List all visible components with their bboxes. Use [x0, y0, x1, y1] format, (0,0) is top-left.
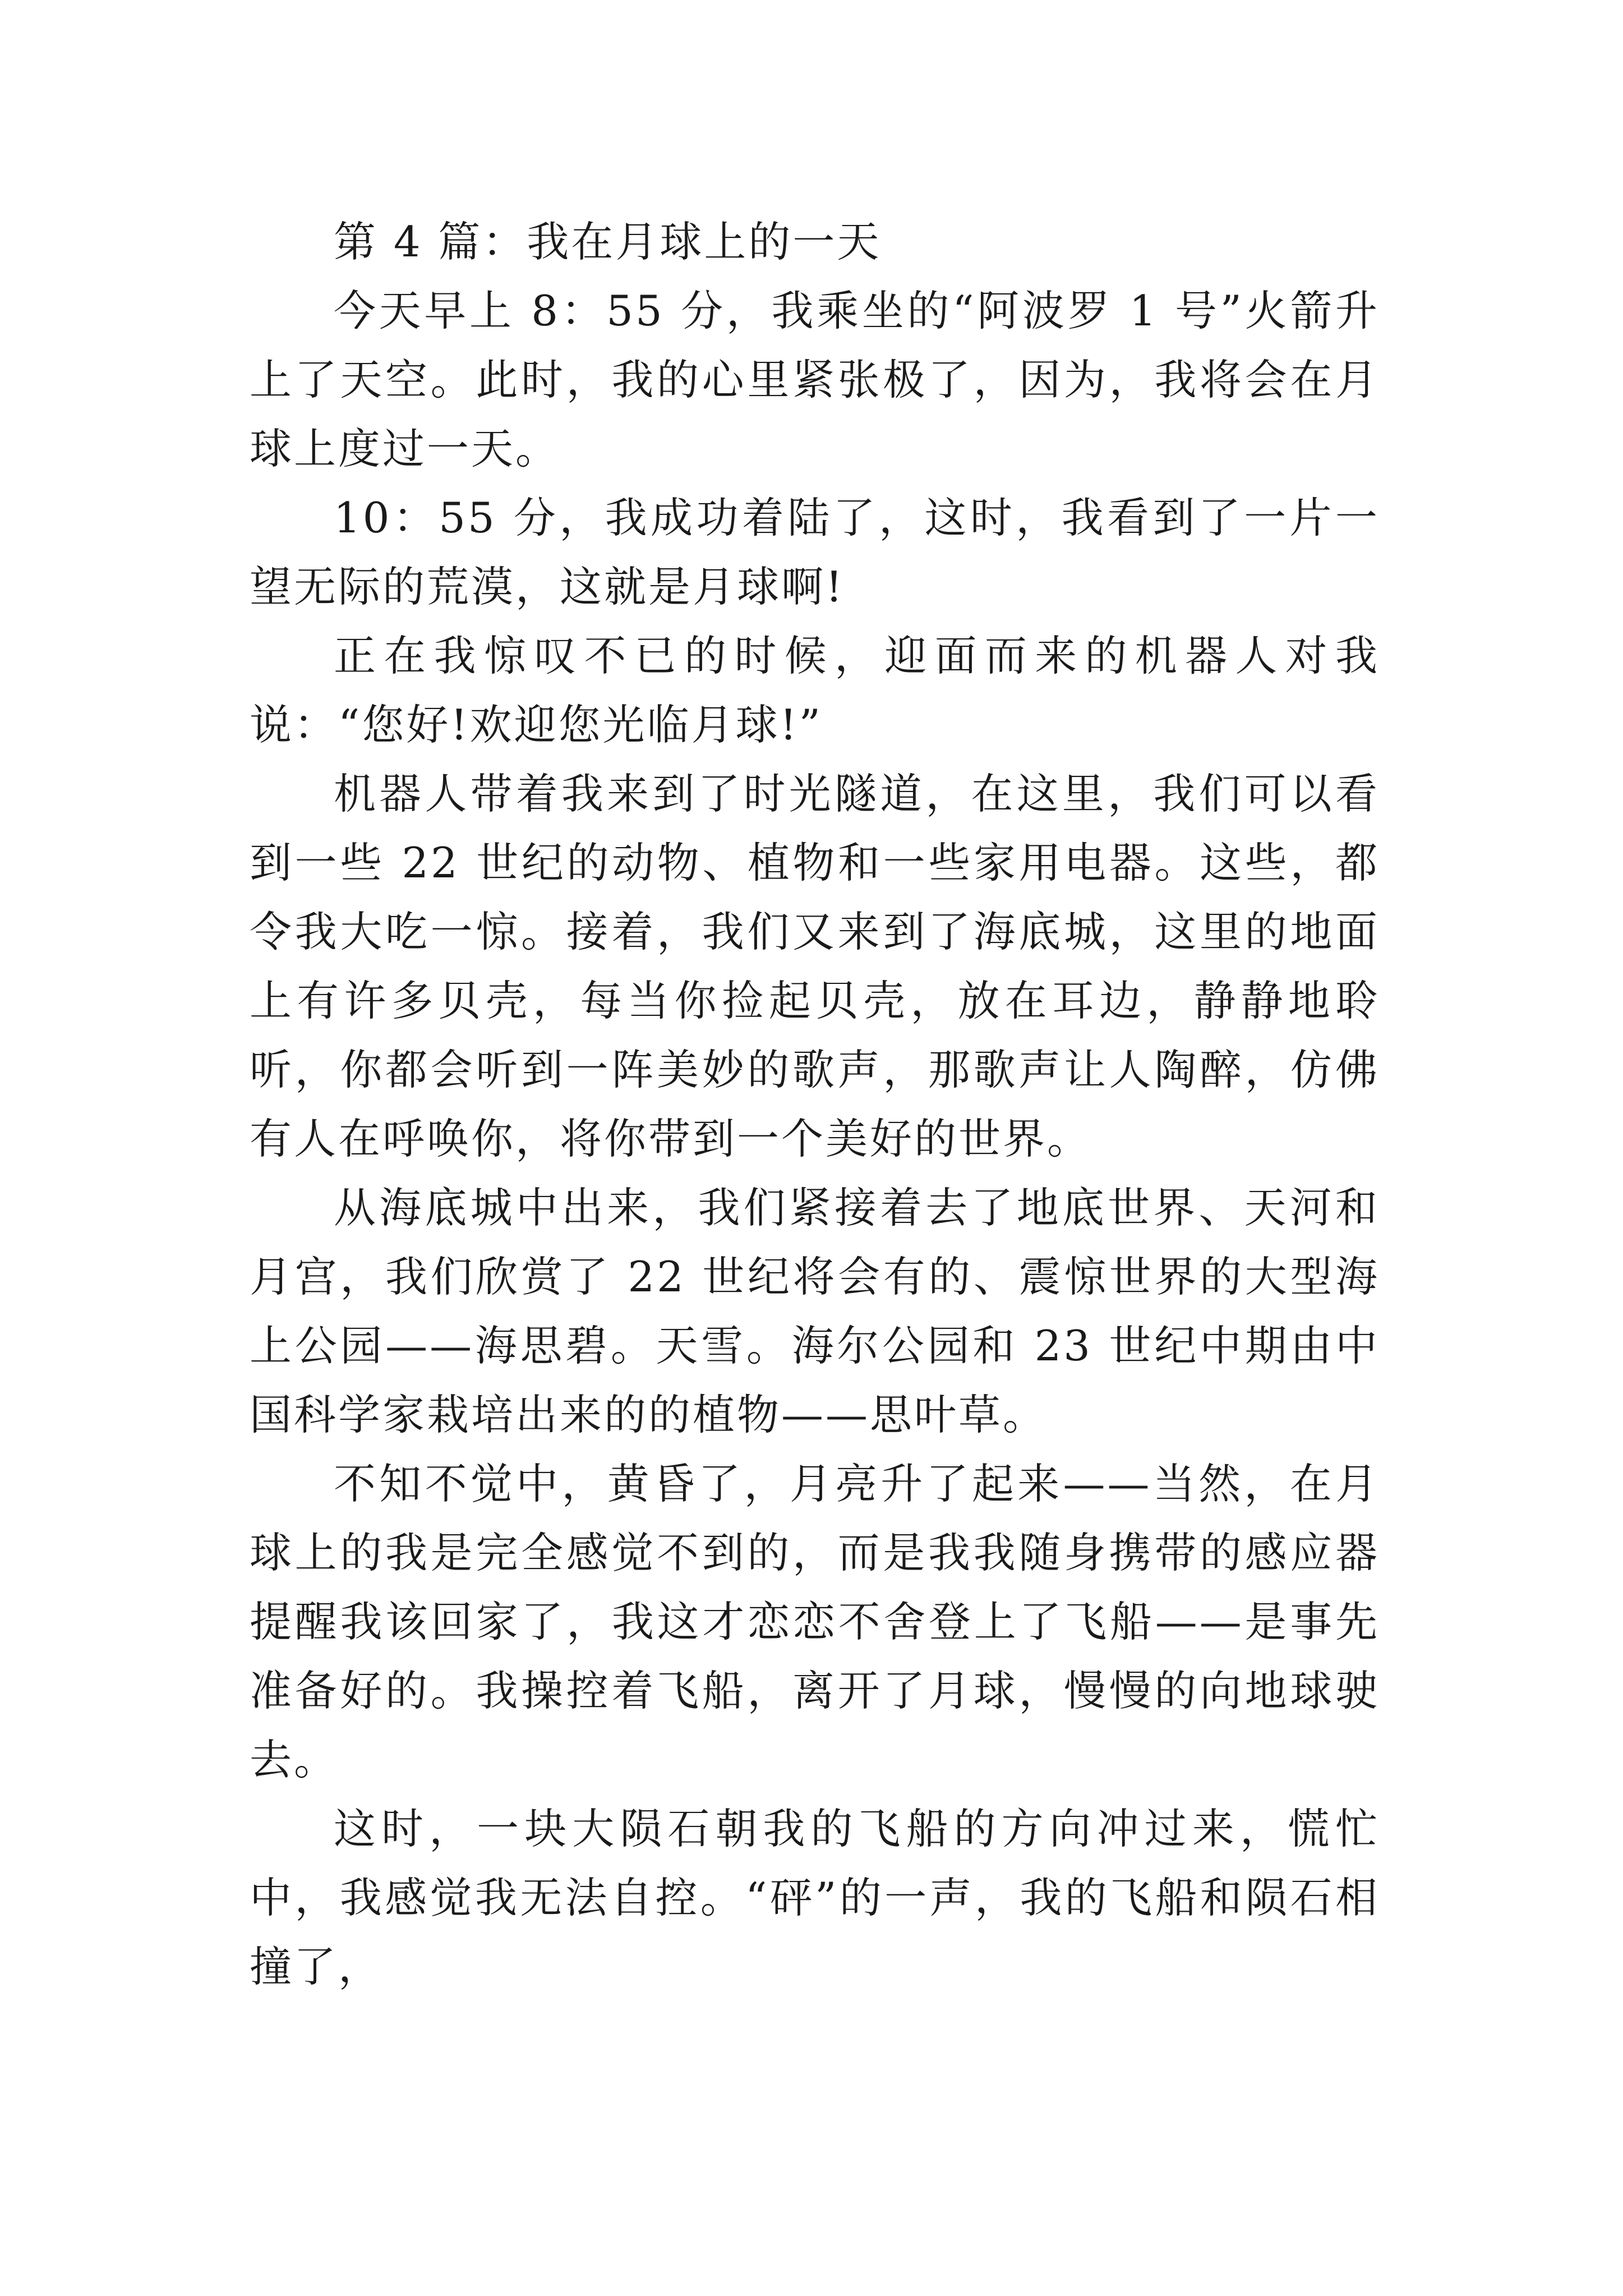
- paragraph: 从海底城中出来，我们紧接着去了地底世界、天河和月宫，我们欣赏了 22 世纪将会有的、震惊世界的大型海上公园——海思碧。天雪。海尔公园和 23 世纪中期由中国科学家栽培出来的的植物——思叶草。: [250, 1183, 1380, 1439]
- paragraph: 正在我惊叹不已的时候，迎面而来的机器人对我说：“您好!欢迎您光临月球!”: [250, 631, 1380, 749]
- document-title: 第 4 篇：我在月球上的一天: [334, 217, 882, 266]
- paragraph: 今天早上 8：55 分，我乘坐的“阿波罗 1 号”火箭升上了天空。此时，我的心里紧张极了，因为，我将会在月球上度过一天。: [250, 286, 1380, 473]
- paragraph: 不知不觉中，黄昏了，月亮升了起来——当然，在月球上的我是完全感觉不到的，而是我我随身携带的感应器提醒我该回家了，我这才恋恋不舍登上了飞船——是事先准备好的。我操控着飞船，离开了月球，慢慢的向地球驶去。: [250, 1459, 1380, 1784]
- paragraph: 这时，一块大陨石朝我的飞船的方向冲过来，慌忙中，我感觉我无法自控。“砰”的一声，我的飞船和陨石相撞了，: [250, 1804, 1380, 1991]
- document-body: [250, 208, 1380, 2001]
- paragraph: 机器人带着我来到了时光隧道，在这里，我们可以看到一些 22 世纪的动物、植物和一些家用电器。这些，都令我大吃一惊。接着，我们又来到了海底城，这里的地面上有许多贝壳，每当你捡起贝壳，放在耳边，静静地聆听，你都会听到一阵美妙的歌声，那歌声让人陶醉，仿佛有人在呼唤你，将你带到一个美好的世界。: [250, 769, 1380, 1163]
- paragraph: 10：55 分，我成功着陆了，这时，我看到了一片一望无际的荒漠，这就是月球啊!: [250, 493, 1380, 611]
